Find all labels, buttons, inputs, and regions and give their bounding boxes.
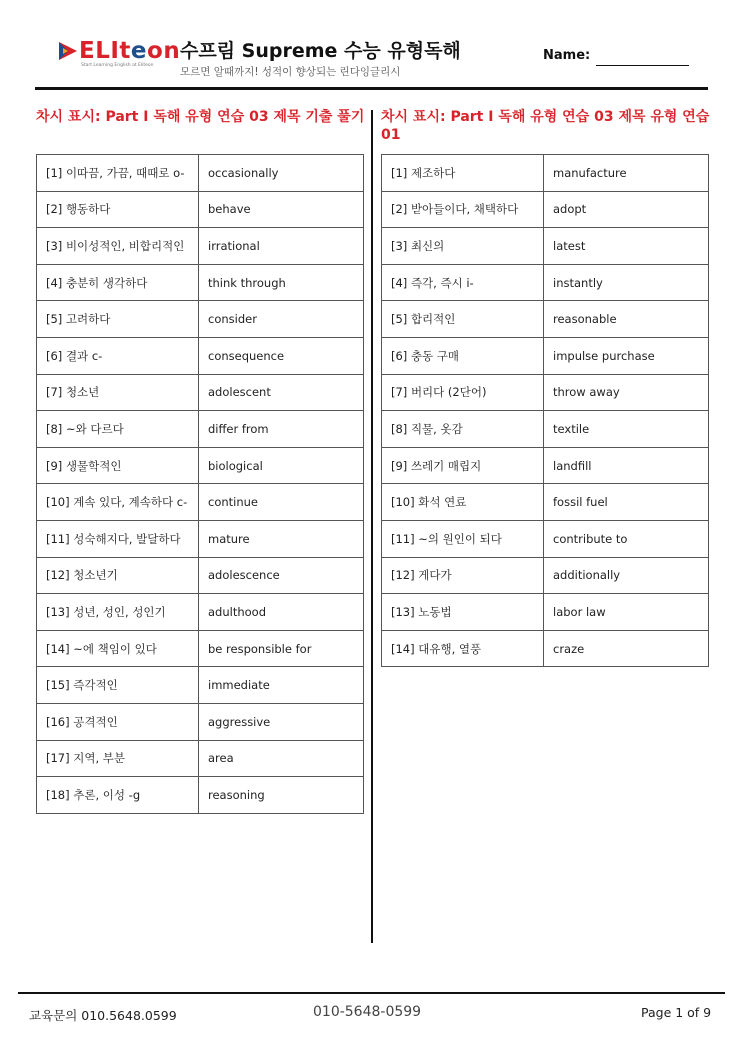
english-word-cell: latest	[544, 228, 709, 265]
table-row	[382, 191, 709, 228]
english-word-cell: adulthood	[199, 594, 364, 631]
korean-meaning-cell: [2] 받아들이다, 채택하다	[382, 191, 544, 228]
table-row	[382, 374, 709, 411]
english-word-cell: additionally	[544, 557, 709, 594]
english-word-cell: behave	[199, 191, 364, 228]
english-word-cell: immediate	[199, 667, 364, 704]
table-row	[37, 191, 364, 228]
english-word-cell: biological	[199, 447, 364, 484]
table-row	[37, 374, 364, 411]
table-row	[37, 557, 364, 594]
korean-meaning-cell: [5] 고려하다	[37, 301, 199, 338]
table-row	[37, 264, 364, 301]
table-row	[37, 667, 364, 704]
english-word-cell: landfill	[544, 447, 709, 484]
english-word-cell: aggressive	[199, 703, 364, 740]
left-vocab-table	[36, 154, 364, 814]
korean-meaning-cell: [14] 대유행, 열풍	[382, 630, 544, 667]
table-row	[382, 411, 709, 448]
korean-meaning-cell: [17] 지역, 부분	[37, 740, 199, 777]
english-word-cell: reasoning	[199, 777, 364, 814]
table-row	[382, 155, 709, 192]
table-row	[37, 155, 364, 192]
english-word-cell: continue	[199, 484, 364, 521]
korean-meaning-cell: [2] 행동하다	[37, 191, 199, 228]
korean-meaning-cell: [12] 게다가	[382, 557, 544, 594]
eliteon-logo	[57, 38, 181, 72]
right-vocab-table	[381, 154, 709, 667]
english-word-cell: area	[199, 740, 364, 777]
english-word-cell: mature	[199, 520, 364, 557]
english-word-cell: consider	[199, 301, 364, 338]
english-word-cell: irrational	[199, 228, 364, 265]
korean-meaning-cell: [12] 청소년기	[37, 557, 199, 594]
left-section-title: 차시 표시: Part I 독해 유형 연습 03 제목 기출 풀기	[36, 109, 365, 125]
table-row	[37, 777, 364, 814]
document-title: 수프림 Supreme 수능 유형독해	[180, 40, 461, 62]
korean-meaning-cell: [6] 결과 c-	[37, 337, 199, 374]
korean-meaning-cell: [13] 노동법	[382, 594, 544, 631]
table-row	[37, 411, 364, 448]
korean-meaning-cell: [8] ~와 다르다	[37, 411, 199, 448]
korean-meaning-cell: [4] 충분히 생각하다	[37, 264, 199, 301]
table-row	[382, 264, 709, 301]
name-blank-line	[596, 65, 689, 66]
english-word-cell: labor law	[544, 594, 709, 631]
table-row	[382, 301, 709, 338]
table-row	[37, 228, 364, 265]
english-word-cell: reasonable	[544, 301, 709, 338]
english-word-cell: consequence	[199, 337, 364, 374]
table-row	[382, 520, 709, 557]
document-subtitle: 모르면 알때까지! 성적이 향상되는 린다잉글리시	[180, 66, 401, 78]
table-row	[382, 337, 709, 374]
english-word-cell: be responsible for	[199, 630, 364, 667]
english-word-cell: adopt	[544, 191, 709, 228]
english-word-cell: occasionally	[199, 155, 364, 192]
table-row	[37, 447, 364, 484]
table-row	[382, 557, 709, 594]
english-word-cell: manufacture	[544, 155, 709, 192]
logo-tagline: Start Learning English at Eliteon	[81, 63, 154, 68]
table-row	[37, 740, 364, 777]
table-row	[382, 447, 709, 484]
korean-meaning-cell: [15] 즉각적인	[37, 667, 199, 704]
table-row	[382, 228, 709, 265]
korean-meaning-cell: [8] 직물, 옷감	[382, 411, 544, 448]
korean-meaning-cell: [14] ~에 책임이 있다	[37, 630, 199, 667]
korean-meaning-cell: [6] 충동 구매	[382, 337, 544, 374]
korean-meaning-cell: [1] 제조하다	[382, 155, 544, 192]
name-label: Name:	[543, 48, 591, 63]
korean-meaning-cell: [11] ~의 원인이 되다	[382, 520, 544, 557]
table-row	[382, 594, 709, 631]
english-word-cell: throw away	[544, 374, 709, 411]
play-arrow-logo-icon	[57, 40, 79, 62]
korean-meaning-cell: [3] 비이성적인, 비합리적인	[37, 228, 199, 265]
table-row	[382, 484, 709, 521]
korean-meaning-cell: [9] 쓰레기 매립지	[382, 447, 544, 484]
english-word-cell: differ from	[199, 411, 364, 448]
table-row	[382, 630, 709, 667]
korean-meaning-cell: [18] 추론, 이성 -g	[37, 777, 199, 814]
right-section-title: 차시 표시: Part I 독해 유형 연습 03 제목 유형 연습 01	[381, 109, 710, 143]
english-word-cell: textile	[544, 411, 709, 448]
table-row	[37, 520, 364, 557]
korean-meaning-cell: [13] 성년, 성인, 성인기	[37, 594, 199, 631]
footer-phone: 010-5648-0599	[313, 1004, 422, 1020]
english-word-cell: contribute to	[544, 520, 709, 557]
korean-meaning-cell: [4] 즉각, 즉시 i-	[382, 264, 544, 301]
korean-meaning-cell: [7] 청소년	[37, 374, 199, 411]
korean-meaning-cell: [10] 화석 연료	[382, 484, 544, 521]
korean-meaning-cell: [7] 버리다 (2단어)	[382, 374, 544, 411]
table-row	[37, 630, 364, 667]
korean-meaning-cell: [10] 계속 있다, 계속하다 c-	[37, 484, 199, 521]
english-word-cell: fossil fuel	[544, 484, 709, 521]
table-row	[37, 703, 364, 740]
logo-wordmark: ELIteon	[79, 38, 181, 64]
footer-contact: 교육문의 010.5648.0599	[29, 1008, 177, 1023]
korean-meaning-cell: [1] 이따끔, 가끔, 때때로 o-	[37, 155, 199, 192]
table-row	[37, 337, 364, 374]
table-row	[37, 301, 364, 338]
english-word-cell: impulse purchase	[544, 337, 709, 374]
english-word-cell: think through	[199, 264, 364, 301]
page-header	[0, 0, 743, 92]
english-word-cell: adolescence	[199, 557, 364, 594]
korean-meaning-cell: [11] 성숙해지다, 발달하다	[37, 520, 199, 557]
header-divider	[35, 87, 708, 90]
korean-meaning-cell: [3] 최신의	[382, 228, 544, 265]
english-word-cell: adolescent	[199, 374, 364, 411]
korean-meaning-cell: [5] 합리적인	[382, 301, 544, 338]
table-row	[37, 594, 364, 631]
english-word-cell: instantly	[544, 264, 709, 301]
page-number: Page 1 of 9	[641, 1005, 712, 1020]
english-word-cell: craze	[544, 630, 709, 667]
column-divider	[371, 110, 373, 943]
footer-divider	[18, 992, 725, 994]
korean-meaning-cell: [9] 생물학적인	[37, 447, 199, 484]
table-row	[37, 484, 364, 521]
korean-meaning-cell: [16] 공격적인	[37, 703, 199, 740]
